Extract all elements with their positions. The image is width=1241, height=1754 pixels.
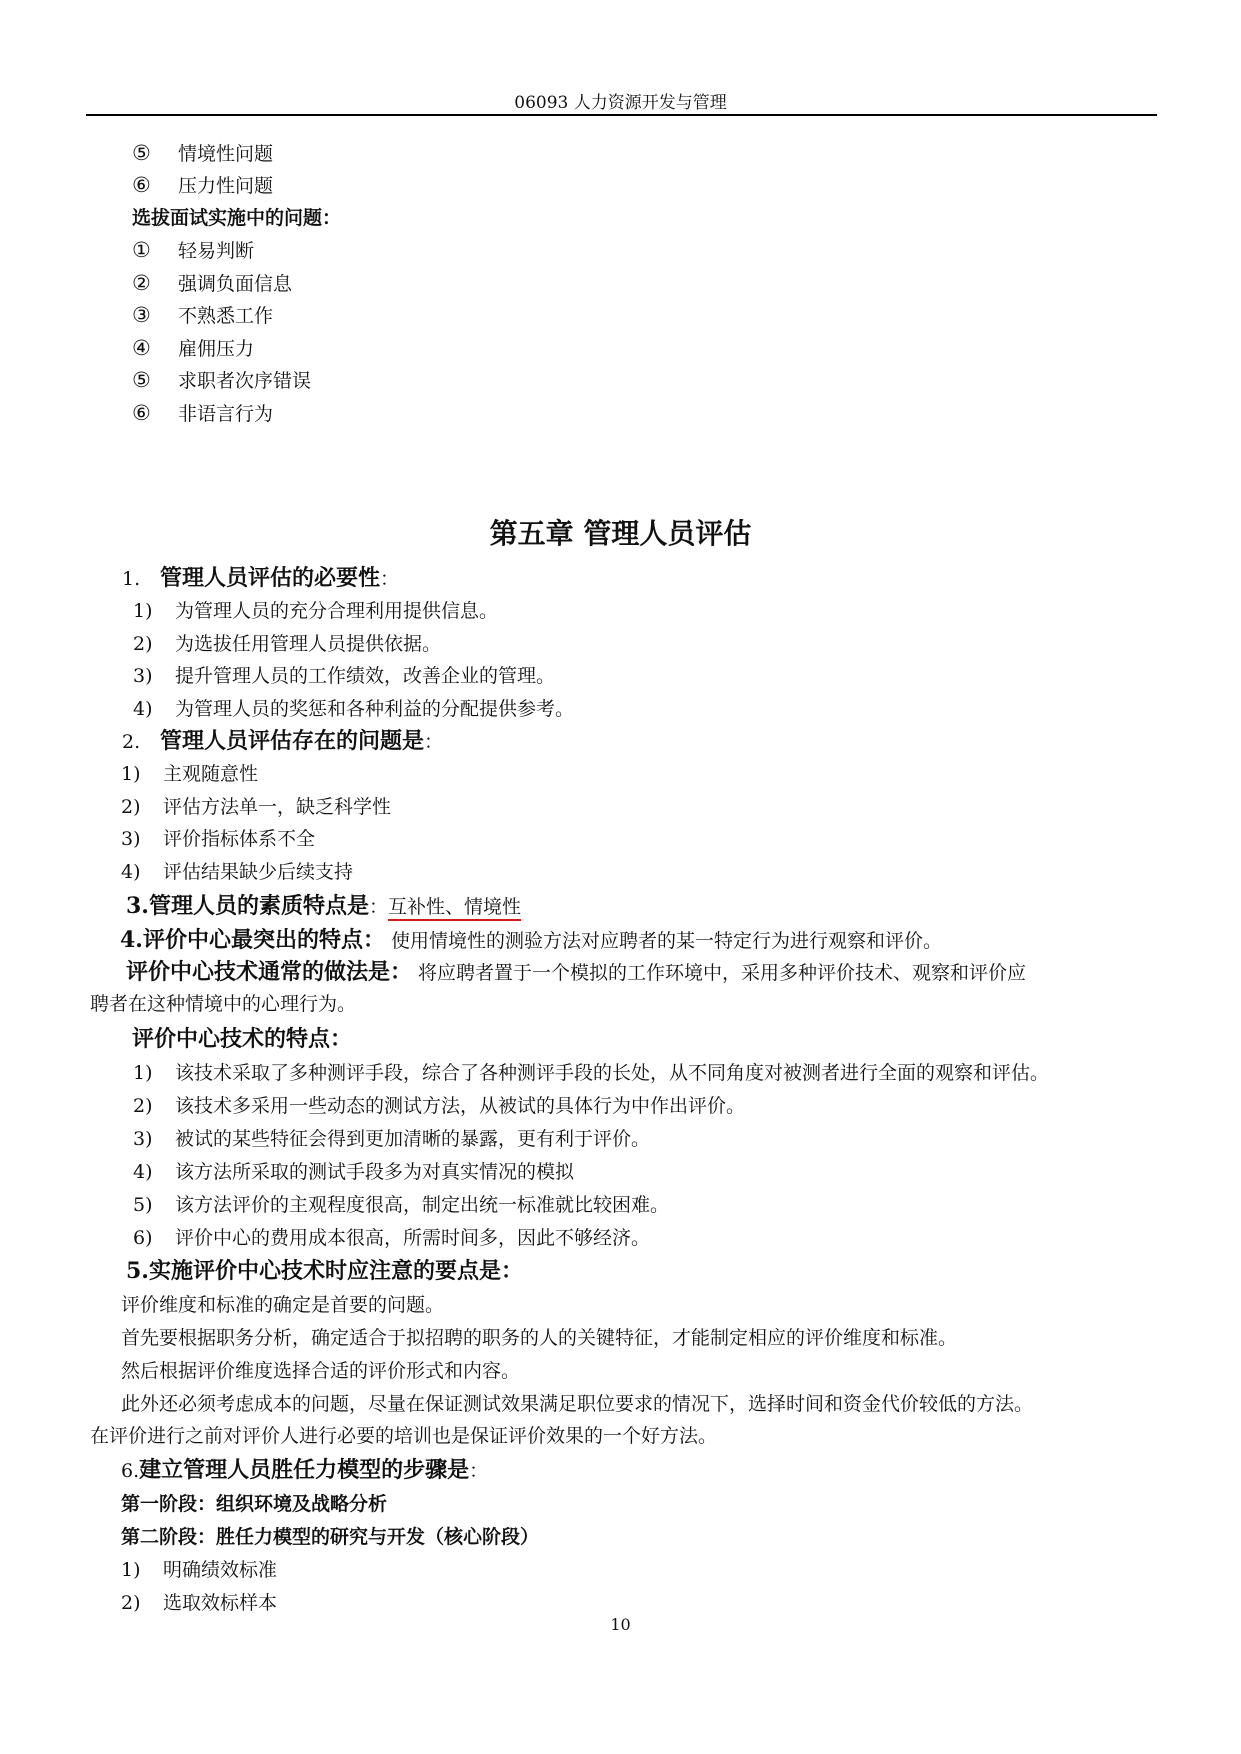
list-number: 5) (133, 1194, 153, 1216)
list-number: 4) (133, 698, 153, 720)
list-item-text: 选取效标样本 (163, 1592, 278, 1614)
list-number: 6) (133, 1227, 153, 1249)
list-number: 4) (121, 861, 141, 883)
list-item (133, 1192, 669, 1218)
list-marker: ④ (132, 336, 151, 360)
list-item-text: 压力性问题 (178, 175, 274, 197)
list-number: 2) (133, 633, 153, 655)
list-item (133, 1225, 650, 1251)
running-header: 06093 人力资源开发与管理 (514, 93, 727, 113)
list-item-text: 被试的某些特征会得到更加清晰的暴露，更有利于评价。 (175, 1128, 651, 1150)
section-heading-text: 管理人员评估的必要性 (160, 565, 381, 591)
list-item (121, 859, 353, 885)
paragraph-line: 首先要根据职务分析，确定适合于拟招聘的职务的人的关键特征，才能制定相应的评价维度和标准。 (121, 1327, 958, 1349)
colon: ： (424, 731, 444, 753)
list-item-text: 求职者次序错误 (178, 370, 312, 392)
list-item (132, 172, 273, 199)
list-item (132, 400, 273, 427)
header-rule (86, 114, 1157, 116)
colon: ： (368, 896, 388, 918)
list-item (133, 1060, 1049, 1086)
list-item-text: 提升管理人员的工作绩效，改善企业的管理。 (175, 665, 556, 687)
list-item-text: 轻易判断 (178, 240, 255, 262)
section-heading: 5.实施评价中心技术时应注意的要点是： (126, 1258, 523, 1284)
list-item-text: 主观随意性 (163, 763, 259, 785)
list-item (121, 1590, 277, 1616)
list-item-text: 情境性问题 (178, 143, 274, 165)
page-number: 10 (610, 1615, 631, 1634)
list-item (133, 1126, 650, 1152)
section-heading-text: 3.管理人员的素质特点是 (126, 893, 369, 919)
list-number: 3) (133, 665, 153, 687)
list-item-text: 明确绩效标准 (163, 1559, 278, 1581)
list-item-text: 不熟悉工作 (178, 305, 274, 327)
list-item-text: 强调负面信息 (178, 273, 293, 295)
paragraph-line: 此外还必须考虑成本的问题，尽量在保证测试效果满足职位要求的情况下，选择时间和资金代价较低的方法。 (121, 1393, 1034, 1415)
list-item-text: 评价中心的费用成本很高，所需时间多，因此不够经济。 (175, 1227, 651, 1249)
paragraph-text: 将应聘者置于一个模拟的工作环境中，采用多种评价技术、观察和评价应 (418, 962, 1027, 984)
section-heading-text: 管理人员评估存在的问题是 (160, 728, 425, 754)
list-marker: ⑤ (132, 368, 151, 392)
list-item-text: 该方法评价的主观程度很高，制定出统一标准就比较困难。 (175, 1194, 670, 1216)
section-heading: 评价中心技术的特点： (132, 1026, 353, 1052)
paragraph-line: 在评价进行之前对评价人进行必要的培训也是保证评价效果的一个好方法。 (90, 1425, 718, 1447)
list-number: 1) (121, 763, 141, 785)
list-number: 2) (121, 1592, 141, 1614)
list-item (133, 1093, 745, 1119)
section-heading (121, 1457, 488, 1484)
paragraph-line: 评价维度和标准的确定是首要的问题。 (121, 1294, 445, 1316)
list-item (132, 302, 273, 329)
list-item (121, 761, 258, 787)
section-heading (122, 565, 399, 592)
list-number: 1) (133, 600, 153, 622)
list-item (121, 794, 391, 820)
list-number: 1) (133, 1062, 153, 1084)
section-number: 1. (122, 568, 141, 590)
list-marker: ⑥ (132, 173, 151, 197)
colon: ： (380, 568, 400, 590)
section-heading: 选拔面试实施中的问题： (132, 207, 342, 229)
section-heading-text: 4.评价中心最突出的特点： (120, 927, 385, 953)
list-number: 3) (121, 828, 141, 850)
list-item-text: 为管理人员的充分合理利用提供信息。 (175, 600, 499, 622)
list-item (121, 826, 315, 852)
section-heading (126, 893, 521, 920)
list-item (132, 140, 273, 167)
list-item-text: 评估方法单一，缺乏科学性 (163, 796, 392, 818)
list-number: 1) (121, 1559, 141, 1581)
list-item (133, 696, 574, 722)
list-number: 4) (133, 1161, 153, 1183)
paragraph-line: 然后根据评价维度选择合适的评价形式和内容。 (121, 1360, 521, 1382)
list-marker: ⑥ (132, 401, 151, 425)
list-item-text: 该技术采取了多种测评手段，综合了各种测评手段的长处，从不同角度对被测者进行全面的观察和评估。 (175, 1062, 1050, 1084)
list-item-text: 为选拔任用管理人员提供依据。 (175, 633, 442, 655)
section-number: 2. (122, 731, 141, 753)
stage-heading: 第一阶段：组织环境及战略分析 (121, 1493, 388, 1515)
list-number: 2) (121, 796, 141, 818)
list-item (132, 335, 254, 362)
list-item-text: 雇佣压力 (178, 338, 255, 360)
list-item-text: 评价指标体系不全 (163, 828, 316, 850)
answer-text: 互补性、情境性 (388, 896, 521, 921)
list-item (121, 1557, 277, 1583)
list-item (133, 631, 441, 657)
paragraph-line: 聘者在这种情境中的心理行为。 (90, 993, 357, 1015)
list-item-text: 该方法所采取的测试手段多为对真实情况的模拟 (175, 1161, 575, 1183)
section-heading (126, 959, 1026, 986)
colon: ： (469, 1460, 489, 1482)
section-heading (120, 927, 942, 954)
list-number: 3) (133, 1128, 153, 1150)
list-marker: ⑤ (132, 141, 151, 165)
list-marker: ② (132, 271, 151, 295)
list-item-text: 为管理人员的奖惩和各种利益的分配提供参考。 (175, 698, 575, 720)
list-item-text: 评估结果缺少后续支持 (163, 861, 354, 883)
section-heading-text: 建立管理人员胜任力模型的步骤是 (139, 1457, 470, 1483)
list-item (133, 598, 498, 624)
list-item-text: 非语言行为 (178, 403, 274, 425)
list-item (132, 270, 292, 297)
list-item (132, 237, 254, 264)
section-number: 6. (121, 1460, 140, 1482)
chapter-title: 第五章 管理人员评估 (489, 517, 752, 550)
list-item (132, 367, 311, 394)
stage-heading: 第二阶段：胜任力模型的研究与开发（核心阶段） (121, 1526, 540, 1548)
list-marker: ③ (132, 303, 151, 327)
section-heading-text: 评价中心技术通常的做法是： (126, 959, 413, 985)
paragraph-text: 使用情境性的测验方法对应聘者的某一特定行为进行观察和评价。 (390, 930, 942, 952)
section-heading (122, 728, 443, 755)
list-item (133, 1159, 574, 1185)
list-marker: ① (132, 238, 151, 262)
list-item (133, 663, 555, 689)
list-number: 2) (133, 1095, 153, 1117)
list-item-text: 该技术多采用一些动态的测试方法，从被试的具体行为中作出评价。 (175, 1095, 746, 1117)
